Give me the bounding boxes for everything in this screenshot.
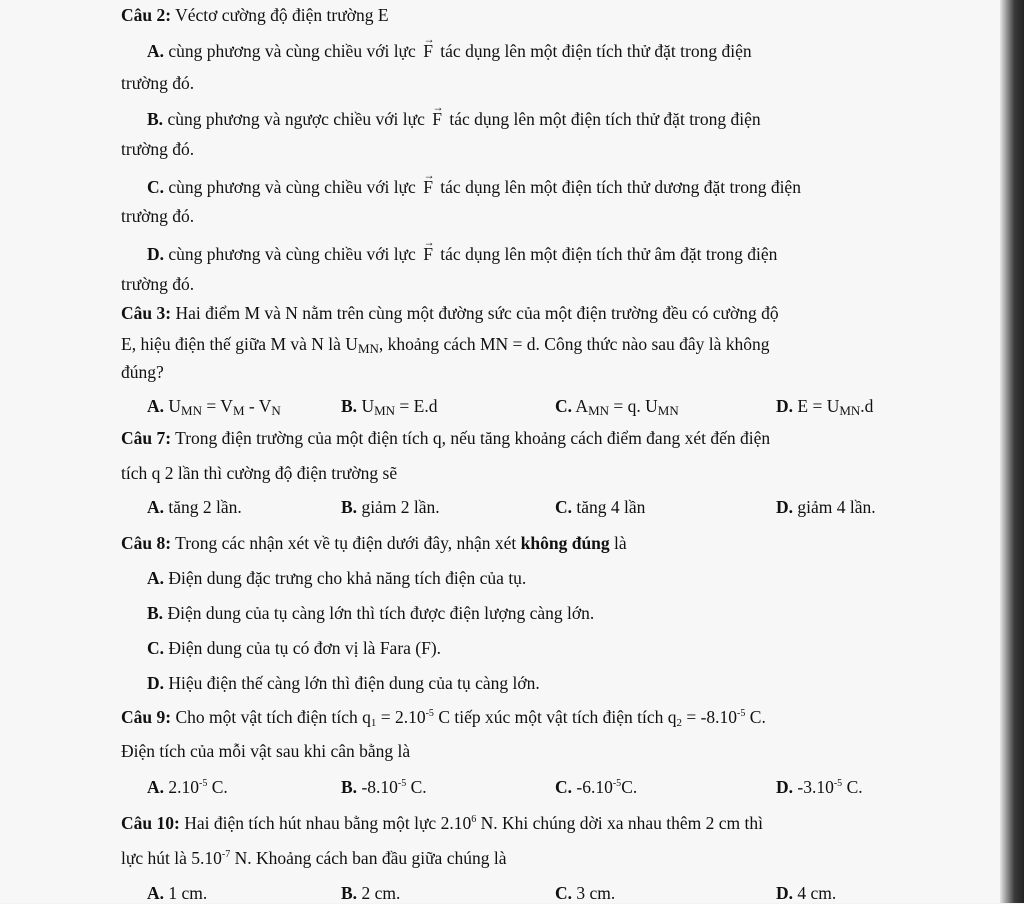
option-text: -8.10	[357, 777, 398, 797]
question-10-option-b	[341, 882, 400, 904]
question-9-stem	[121, 706, 1024, 728]
question-3-option-c	[555, 395, 679, 417]
option-text: tác dụng lên một điện tích thử đặt trong điện	[444, 109, 761, 129]
option-letter: C.	[147, 638, 165, 658]
question-label: Câu 2:	[121, 5, 172, 25]
option-letter: A.	[147, 568, 165, 588]
option-text: cùng phương và ngược chiều với lực	[163, 109, 430, 129]
subscript: MN	[181, 403, 202, 418]
question-7-option-c	[555, 496, 645, 518]
exponent: -5	[199, 778, 208, 789]
question-10-option-a	[147, 882, 207, 904]
option-text: = E.d	[395, 396, 438, 416]
option-letter: D.	[776, 396, 794, 416]
option-text: -3.10	[793, 777, 834, 797]
question-7-option-d	[776, 496, 876, 518]
question-8-option-c	[147, 637, 1024, 659]
option-text: Điện dung đặc trưng cho khả năng tích điện của tụ.	[164, 568, 527, 588]
question-text: là	[609, 533, 627, 553]
page-edge-shadow	[1000, 0, 1024, 903]
option-text: Hiệu điện thế càng lớn thì điện dung của tụ càng lớn.	[164, 673, 540, 693]
question-9-option-c	[555, 776, 637, 798]
question-text: Cho một vật tích điện tích q	[171, 707, 371, 727]
option-text: .d	[860, 396, 874, 416]
question-text: C.	[745, 707, 766, 727]
option-text: U	[164, 396, 182, 416]
question-2-option-d-cont: trường đó.	[121, 274, 195, 294]
question-8-option-a	[147, 567, 1024, 589]
option-text: cùng phương và cùng chiều với lực	[164, 244, 421, 264]
question-label: Câu 3:	[121, 303, 172, 323]
option-text: tác dụng lên một điện tích thử đặt trong điện	[435, 41, 752, 61]
option-letter: A.	[147, 396, 165, 416]
option-text: tác dụng lên một điện tích thử dương đặt trong điện	[435, 177, 801, 197]
subscript: 1	[370, 717, 377, 729]
option-letter: D.	[776, 883, 794, 903]
subscript: MN	[657, 403, 679, 418]
option-text: 3 cm.	[572, 883, 616, 903]
option-letter: A.	[147, 777, 165, 797]
option-text: C.	[207, 777, 228, 797]
option-text: -6.10	[572, 777, 613, 797]
question-label: Câu 8:	[121, 533, 172, 553]
force-vector-symbol: → F	[432, 108, 442, 130]
option-letter: C.	[147, 177, 165, 197]
exponent: -5	[612, 778, 622, 789]
exponent: -5	[397, 778, 407, 789]
option-text: giảm 2 lần.	[357, 497, 440, 517]
question-2-option-c	[147, 176, 1024, 198]
option-text: giảm 4 lần.	[793, 497, 876, 517]
option-letter: C.	[555, 497, 573, 517]
subscript: MN	[839, 403, 861, 418]
question-text: = -8.10	[681, 707, 738, 727]
option-letter: B.	[341, 777, 358, 797]
question-8-option-b	[147, 602, 1024, 624]
option-letter: B.	[147, 603, 164, 623]
force-vector-symbol: → F	[423, 40, 433, 62]
option-text: U	[357, 396, 375, 416]
option-letter: D.	[776, 497, 794, 517]
question-text: Trong các nhận xét về tụ điện dưới đây, nhận xét	[171, 533, 521, 553]
question-9-option-d	[776, 776, 863, 798]
question-3-option-a	[147, 395, 281, 417]
option-text: C.	[621, 777, 638, 797]
option-letter: C.	[555, 777, 573, 797]
question-10-option-c	[555, 882, 615, 904]
option-text: 2 cm.	[357, 883, 401, 903]
question-label: Câu 7:	[121, 428, 172, 448]
question-2-option-a	[147, 40, 1024, 62]
subscript: 2	[676, 717, 682, 729]
question-2-stem	[121, 4, 1024, 26]
question-text: = 2.10	[376, 707, 426, 727]
subscript: MN	[374, 403, 396, 418]
question-2-option-a-cont: trường đó.	[121, 73, 195, 93]
option-text: = V	[201, 396, 233, 416]
option-letter: D.	[776, 777, 794, 797]
option-text: 4 cm.	[793, 883, 837, 903]
question-7-option-a	[147, 496, 242, 518]
question-7-stem	[121, 427, 1024, 449]
option-letter: B.	[341, 883, 358, 903]
question-2-option-c-cont: trường đó.	[121, 206, 195, 226]
question-text: , khoảng cách MN = d. Công thức nào sau đây là không	[378, 334, 770, 354]
question-label: Câu 9:	[121, 707, 172, 727]
exponent: 6	[471, 814, 477, 825]
question-7-stem-line2: tích q 2 lần thì cường độ điện trường sẽ	[121, 463, 398, 483]
question-3-option-d	[776, 395, 873, 417]
option-text: 2.10	[164, 777, 200, 797]
question-9-option-a	[147, 776, 228, 798]
exponent: -7	[221, 849, 231, 860]
question-text: Hai điện tích hút nhau bằng một lực 2.10	[179, 813, 472, 833]
option-letter: B.	[147, 109, 164, 129]
option-text: A	[572, 396, 589, 416]
option-letter: D.	[147, 673, 165, 693]
question-text: Véctơ cường độ điện trường E	[171, 5, 389, 25]
subscript: MN	[357, 341, 379, 356]
force-vector-symbol: → F	[423, 243, 433, 265]
option-text: C.	[842, 777, 863, 797]
question-9-stem-line2: Điện tích của mỗi vật sau khi cân bằng là	[121, 741, 411, 761]
exponent: -5	[833, 778, 843, 789]
question-text: Trong điện trường của một điện tích q, nếu tăng khoảng cách điểm đang xét đến điện	[171, 428, 771, 448]
exponent: -5	[737, 708, 746, 719]
subscript: M	[232, 403, 245, 418]
question-text: N. Khoảng cách ban đầu giữa chúng là	[230, 848, 507, 868]
question-2-option-b-cont: trường đó.	[121, 139, 195, 159]
question-8-option-d	[147, 672, 1024, 694]
force-vector-symbol: → F	[423, 176, 433, 198]
option-text: 1 cm.	[164, 883, 208, 903]
option-letter: B.	[341, 396, 358, 416]
question-10-option-d	[776, 882, 836, 904]
question-3-stem-line3: đúng?	[121, 362, 164, 382]
option-text: C.	[406, 777, 427, 797]
subscript: N	[271, 403, 281, 418]
question-8-stem	[121, 532, 1024, 554]
option-text: = q. U	[609, 396, 658, 416]
option-letter: B.	[341, 497, 358, 517]
option-text: tăng 2 lần.	[164, 497, 242, 517]
option-letter: D.	[147, 244, 165, 264]
question-text: Hai điểm M và N nằm trên cùng một đường sức của một điện trường đều có cường độ	[171, 303, 779, 323]
emphasis-text: không đúng	[520, 533, 610, 553]
option-text: Điện dung của tụ càng lớn thì tích được điện lượng càng lớn.	[163, 603, 595, 623]
option-letter: C.	[555, 396, 573, 416]
option-letter: A.	[147, 883, 165, 903]
question-2-option-d	[147, 243, 1024, 265]
option-text: E = U	[793, 396, 840, 416]
question-3-stem-line2	[121, 333, 1024, 355]
question-3-option-b	[341, 395, 437, 417]
question-9-option-b	[341, 776, 427, 798]
question-10-stem-line2	[121, 847, 1024, 869]
option-text: Điện dung của tụ có đơn vị là Fara (F).	[164, 638, 442, 658]
option-text: cùng phương và cùng chiều với lực	[164, 177, 421, 197]
option-text: - V	[244, 396, 272, 416]
question-10-stem	[121, 812, 1024, 834]
question-text: lực hút là 5.10	[121, 848, 222, 868]
question-text: C tiếp xúc một vật tích điện tích q	[433, 707, 677, 727]
option-letter: A.	[147, 497, 165, 517]
question-label: Câu 10:	[121, 813, 180, 833]
option-letter: A.	[147, 41, 165, 61]
option-letter: C.	[555, 883, 573, 903]
question-text: N. Khi chúng dời xa nhau thêm 2 cm thì	[476, 813, 763, 833]
option-text: tăng 4 lần	[572, 497, 646, 517]
option-text: cùng phương và cùng chiều với lực	[164, 41, 421, 61]
exponent: -5	[425, 708, 434, 719]
question-text: E, hiệu điện thế giữa M và N là U	[121, 334, 358, 354]
question-3-stem	[121, 302, 1024, 324]
question-2-option-b	[147, 108, 1024, 130]
question-7-option-b	[341, 496, 440, 518]
subscript: MN	[588, 403, 610, 418]
option-text: tác dụng lên một điện tích thử âm đặt trong điện	[435, 244, 778, 264]
